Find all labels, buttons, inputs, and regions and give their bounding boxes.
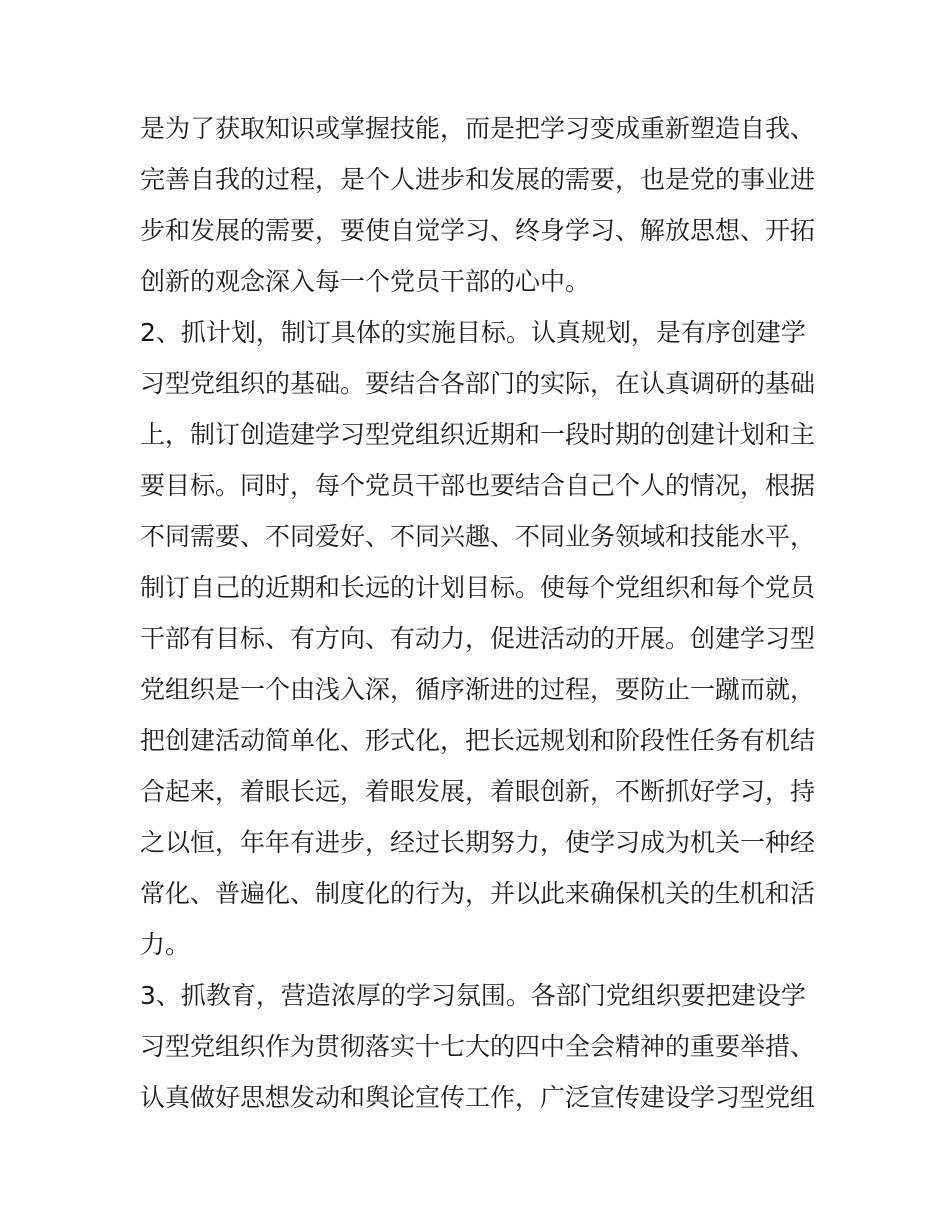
text-line: 认真做好思想发动和舆论宣传工作，广泛宣传建设学习型党组 — [140, 1083, 816, 1112]
text-line: 不同需要、不同爱好、不同兴趣、不同业务领域和技能水平， — [140, 522, 816, 551]
text-line: 之以恒，年年有进步，经过长期努力，使学习成为机关一种经 — [140, 828, 816, 857]
text-line: 党组织是一个由浅入深，循序渐进的过程，要防止一蹴而就， — [140, 675, 816, 704]
text-line: 制订自己的近期和长远的计划目标。使每个党组织和每个党员 — [140, 573, 816, 602]
text-line: 是为了获取知识或掌握技能，而是把学习变成重新塑造自我、 — [140, 114, 816, 143]
text-line: 习型党组织的基础。要结合各部门的实际，在认真调研的基础 — [140, 369, 816, 398]
text-line: 3、抓教育，营造浓厚的学习氛围。各部门党组织要把建设学 — [140, 981, 806, 1010]
text-line: 习型党组织作为贯彻落实十七大的四中全会精神的重要举措、 — [140, 1032, 816, 1061]
text-line: 要目标。同时，每个党员干部也要结合自己个人的情况，根据 — [140, 471, 816, 500]
text-line: 合起来，着眼长远，着眼发展，着眼创新，不断抓好学习，持 — [140, 777, 816, 806]
text-line: 上，制订创造建学习型党组织近期和一段时期的创建计划和主 — [140, 420, 816, 449]
text-line: 把创建活动简单化、形式化，把长远规划和阶段性任务有机结 — [140, 726, 816, 755]
text-line: 创新的观念深入每一个党员干部的心中。 — [140, 267, 591, 296]
text-line: 常化、普遍化、制度化的行为，并以此来确保机关的生机和活 — [140, 879, 816, 908]
text-line: 完善自我的过程，是个人进步和发展的需要，也是党的事业进 — [140, 165, 816, 194]
text-line: 2、抓计划，制订具体的实施目标。认真规划，是有序创建学 — [140, 318, 806, 347]
text-line: 力。 — [140, 930, 191, 959]
text-line: 步和发展的需要，要使自觉学习、终身学习、解放思想、开拓 — [140, 216, 816, 245]
text-line: 干部有目标、有方向、有动力，促进活动的开展。创建学习型 — [140, 624, 816, 653]
